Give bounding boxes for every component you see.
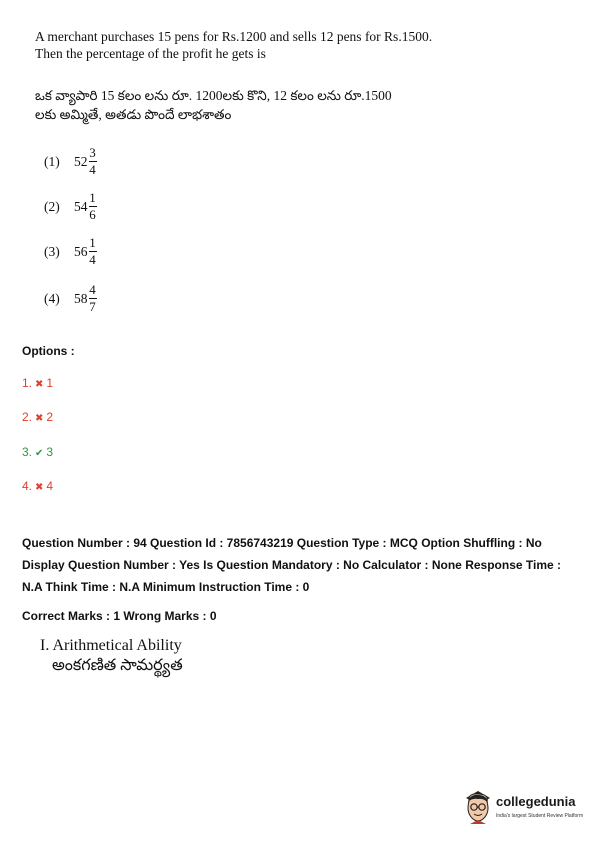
option-index: 4. <box>22 479 33 493</box>
fraction-numerator: 1 <box>89 235 96 250</box>
option-value: 2 <box>46 410 54 424</box>
choice-2 <box>44 191 97 222</box>
collegedunia-logo <box>462 784 587 830</box>
option-4 <box>22 479 53 493</box>
option-3 <box>22 445 53 459</box>
question-line-1: A merchant purchases 15 pens for Rs.1200 and sells 12 pens for Rs.1500. <box>35 29 433 44</box>
choice-fraction <box>89 146 97 177</box>
option-index: 3. <box>22 445 33 459</box>
mascot-icon <box>462 788 494 826</box>
choice-fraction <box>89 236 97 267</box>
logo-brand: collegedunia <box>496 794 576 809</box>
fraction-denominator: 4 <box>89 252 96 267</box>
question-telugu-line-1: ఒక వ్యాపారి 15 కలం లను రూ. 1200లకు కొని, 12 కలం లను రూ.1500 <box>35 88 392 103</box>
option-value: 1 <box>46 376 54 390</box>
question-line-2: Then the percentage of the profit he gets is <box>35 46 266 61</box>
choice-number: (1) <box>44 153 60 169</box>
choice-1 <box>44 146 97 177</box>
option-1 <box>22 376 53 390</box>
choice-whole: 54 <box>74 198 88 214</box>
check-icon: ✔ <box>35 448 44 459</box>
choice-number: (4) <box>44 290 60 306</box>
option-index: 1. <box>22 376 33 390</box>
choice-whole: 58 <box>74 290 88 306</box>
fraction-denominator: 7 <box>89 299 96 314</box>
fraction-numerator: 1 <box>89 190 96 205</box>
cross-icon: ✖ <box>35 482 44 493</box>
fraction-denominator: 4 <box>89 162 96 177</box>
choice-fraction <box>89 191 97 222</box>
section-heading <box>40 636 183 676</box>
section-title-english: I. Arithmetical Ability <box>40 637 182 654</box>
question-metadata: Question Number : 94 Question Id : 7856743219 Question Type : MCQ Option Shuffling : No Display Question Number : Yes Is Question Mandatory : No Calculator : None Response Time : N.A Think Time : N.A Minimum Instruction Time : 0 <box>22 536 561 594</box>
choice-4 <box>44 283 97 314</box>
choice-3 <box>44 236 97 267</box>
option-index: 2. <box>22 410 33 424</box>
choice-number: (3) <box>44 243 60 259</box>
section-title-telugu: అంకగణిత సామర్థ్యత <box>52 657 183 674</box>
fraction-numerator: 4 <box>89 282 96 297</box>
choice-number: (2) <box>44 198 60 214</box>
choice-fraction <box>89 283 97 314</box>
question-marks: Correct Marks : 1 Wrong Marks : 0 <box>22 609 217 623</box>
option-value: 3 <box>46 445 54 459</box>
choice-whole: 56 <box>74 243 88 259</box>
cross-icon: ✖ <box>35 379 44 390</box>
choice-whole: 52 <box>74 153 88 169</box>
question-english <box>35 28 432 62</box>
fraction-denominator: 6 <box>89 207 96 222</box>
option-2 <box>22 410 53 424</box>
options-title: Options : <box>22 344 75 358</box>
fraction-numerator: 3 <box>89 145 96 160</box>
option-value: 4 <box>46 479 54 493</box>
question-telugu-line-2: లకు అమ్మితే, అతడు పొందే లాభశాతం <box>35 107 232 122</box>
logo-tagline: India's largest Student Review Platform <box>496 813 584 819</box>
question-telugu <box>35 86 392 124</box>
cross-icon: ✖ <box>35 413 44 424</box>
